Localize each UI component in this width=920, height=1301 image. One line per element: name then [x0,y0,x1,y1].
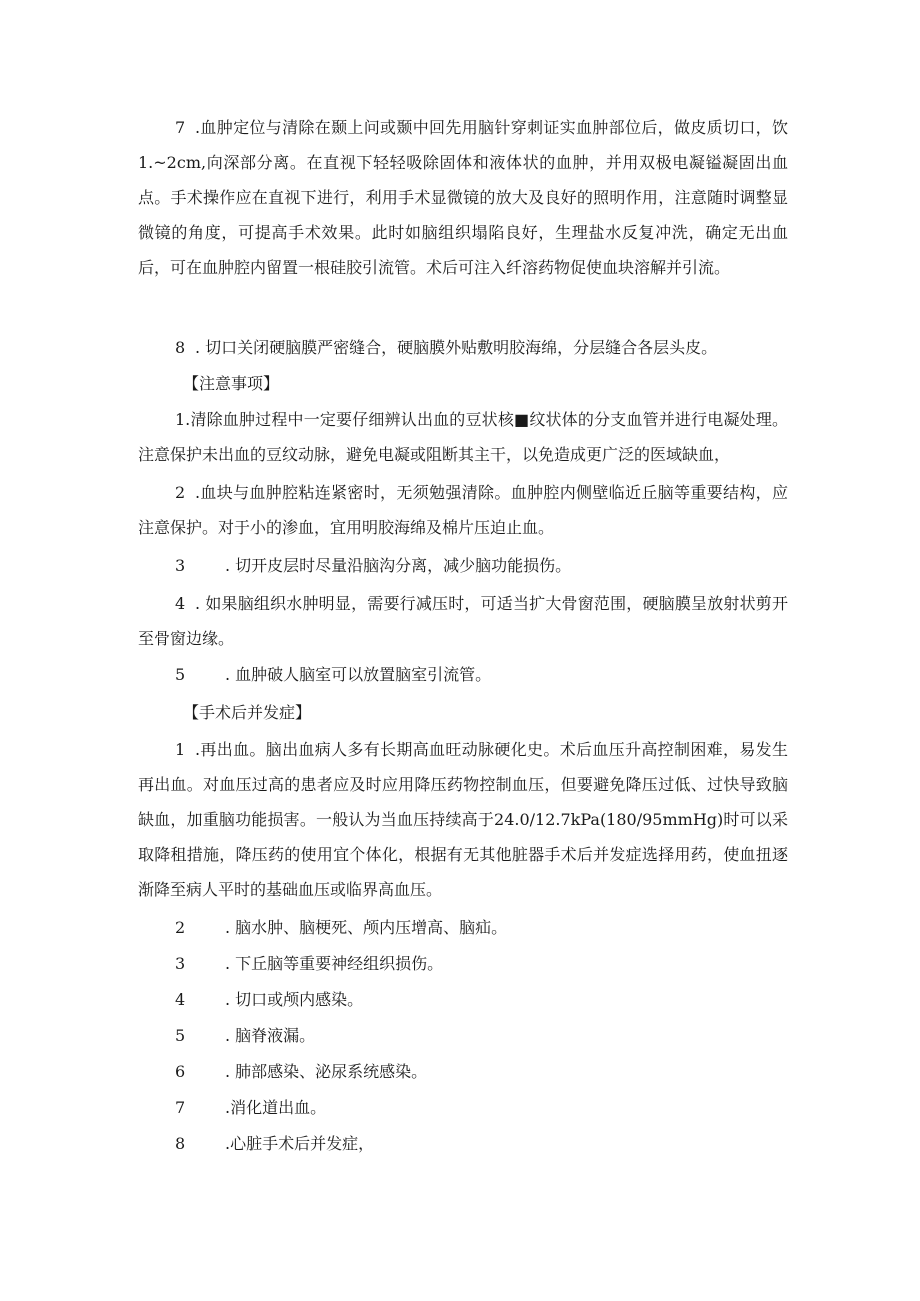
complication-6-paragraph [138,1054,788,1089]
step-7-number: 7 [175,118,186,137]
step-7-text: .血肿定位与清除在颞上问或颞中回先用脑针穿刺证实血肿部位后，做皮质切口，饮1.~2cm,向深部分离。在直视下轻轻吸除固体和液体状的血肿，并用双极电凝镒凝固出血点。手术操作应在直视下进行，利用手术显微镜的放大及良好的照明作用，注意随时调整显微镜的角度，可提高手术效果。此时如脑组织塌陷良好，生理盐水反复冲洗，确定无出血后，可在血肿腔内留置一根硅胶引流管。术后可注入纤溶药物促使血块溶解并引流。 [138,118,788,277]
precautions-heading: 【注意事项】 [183,374,280,393]
complication-4-text: . 切口或颅内感染。 [225,990,364,1009]
precaution-5-number: 5 [175,665,186,684]
precaution-2-number: 2 [175,483,186,502]
complication-7-text: .消化道出血。 [225,1098,327,1117]
complication-8-text: .心脏手术后并发症， [225,1134,375,1153]
precaution-3-paragraph [138,548,788,583]
step-8-paragraph [138,330,788,365]
precaution-1-text: 1.清除血肿过程中一定要仔细辨认出血的豆状核■纹状体的分支血管并进行电凝处理。注意保护未出血的豆纹动脉，避免电凝或阻断其主干，以免造成更广泛的医域缺血， [138,410,788,464]
step-8-number: 8 [175,338,186,357]
complication-5-number: 5 [175,1026,186,1045]
complications-heading: 【手术后并发症】 [183,703,312,722]
precaution-1-paragraph [138,402,788,472]
complication-8-number: 8 [175,1134,186,1153]
precaution-4-number: 4 [175,594,186,613]
complication-4-number: 4 [175,990,186,1009]
step-7-paragraph [138,110,788,285]
complication-1-number: 1 [175,740,186,759]
complication-2-paragraph [138,910,788,945]
precaution-3-text: . 切开皮层时尽量沿脑沟分离，减少脑功能损伤。 [225,556,572,575]
complication-3-text: . 下丘脑等重要神经组织损伤。 [225,954,444,973]
precaution-5-text: . 血肿破人脑室可以放置脑室引流管。 [225,665,492,684]
precaution-4-text: . 如果脑组织水肿明显，需要行减压时，可适当扩大骨窗范围，硬脑膜呈放射状剪开至骨窗边缘。 [138,594,788,648]
complication-2-text: . 脑水肿、脑梗死、颅内压增高、脑疝。 [225,918,508,937]
complication-7-paragraph [138,1090,788,1125]
precaution-2-paragraph [138,475,788,545]
precaution-5-paragraph [138,657,788,692]
precaution-3-number: 3 [175,556,186,575]
complication-1-paragraph [138,732,788,907]
precaution-4-paragraph [138,586,788,656]
step-8-text: . 切口关闭硬脑膜严密缝合，硬脑膜外贴敷明胶海绵，分层缝合各层头皮。 [195,338,718,357]
complication-5-paragraph [138,1018,788,1053]
complication-6-number: 6 [175,1062,186,1081]
complication-2-number: 2 [175,918,186,937]
complication-3-paragraph [138,946,788,981]
complication-4-paragraph [138,982,788,1017]
complication-3-number: 3 [175,954,186,973]
complication-5-text: . 脑脊液漏。 [225,1026,316,1045]
precaution-2-text: .血块与血肿腔粘连紧密时，无须勉强清除。血肿腔内侧壁临近丘脑等重要结构，应注意保护。对于小的渗血，宜用明胶海绵及棉片压迫止血。 [138,483,788,537]
complication-8-paragraph [138,1126,788,1161]
complication-7-number: 7 [175,1098,186,1117]
complication-6-text: . 肺部感染、泌尿系统感染。 [225,1062,428,1081]
complication-1-text: .再出血。脑出血病人多有长期高血旺动脉硬化史。术后血压升高控制困难，易发生再出血。对血压过高的患者应及时应用降压药物控制血压，但要避免降压过低、过快导致脑缺血，加重脑功能损害。一般认为当血压持续高于24.0∕12.7kPa(180∕95mmHg)时可以采取降租措施，降压药的使用宜个体化，根据有无其他脏器手术后并发症选择用药，使血扭逐渐降至病人平时的基础血压或临界高血压。 [138,740,788,899]
